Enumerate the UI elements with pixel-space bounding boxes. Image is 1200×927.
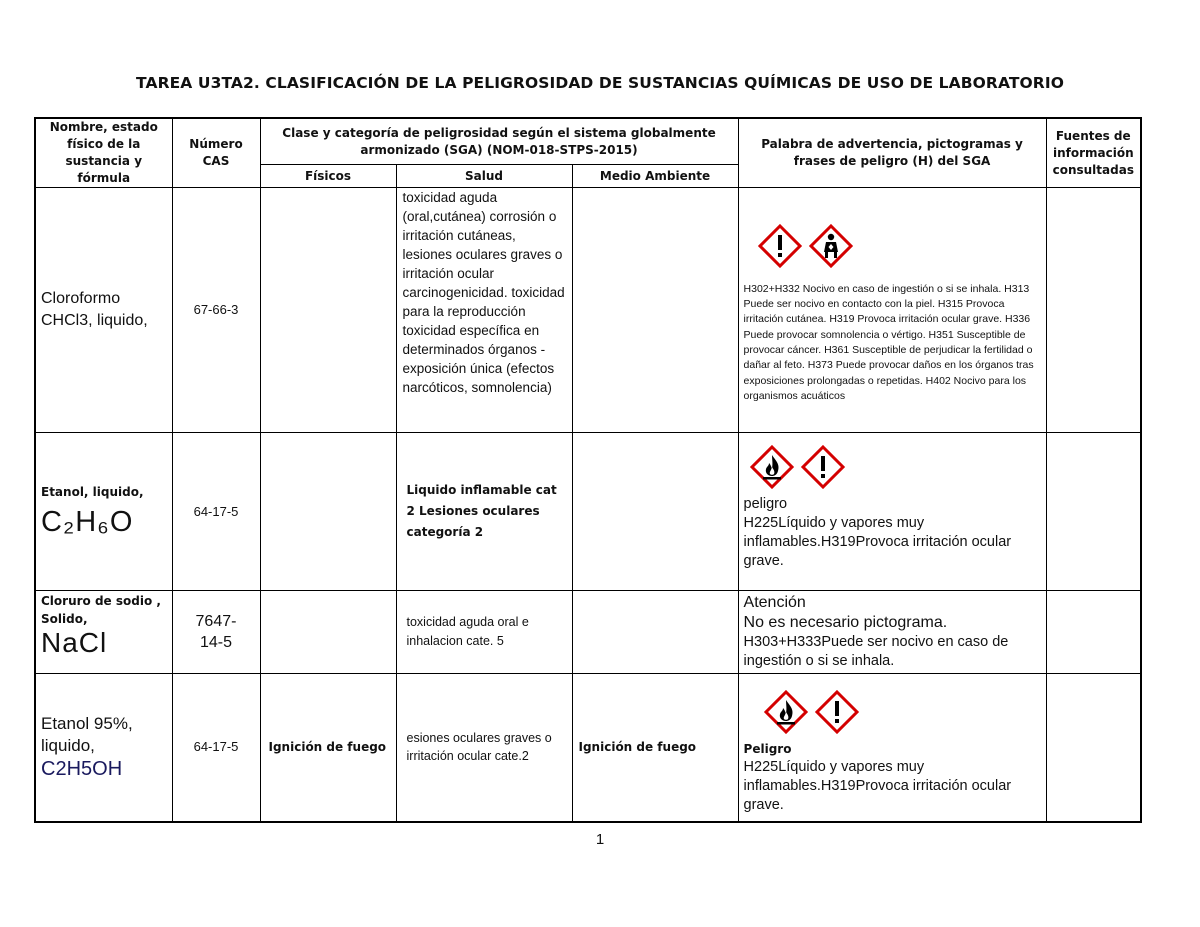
table-row — [35, 674, 1141, 822]
sources-cell — [1046, 674, 1141, 822]
sources-cell — [1046, 591, 1141, 674]
hazard-classification-table — [34, 117, 1142, 823]
physical-cell — [260, 433, 396, 591]
physical-cell — [260, 591, 396, 674]
health-cell: toxicidad aguda (oral,cutánea) corrosión o irritación cutáneas, lesiones oculares graves o irritación ocular carcinogenicidad. toxicidad para la reproducción toxicidad específica en determinados órganos - exposición única (efectos narcóticos, somnolencia) — [396, 188, 572, 433]
health-cell: toxicidad aguda oral e inhalacion cate. 5 — [396, 591, 572, 674]
signal-word: Peligro — [743, 742, 792, 756]
table-row — [35, 433, 1141, 591]
document-title: TAREA U3TA2. CLASIFICACIÓN DE LA PELIGROSIDAD DE SUSTANCIAS QUÍMICAS DE USO DE LABORATORIO — [136, 74, 1064, 92]
header-physical: Físicos — [260, 165, 396, 188]
substance-formula: CHCl3, liquido, — [41, 312, 148, 329]
flame-icon — [750, 445, 794, 489]
substance-name: Cloruro de sodio , Solido, — [41, 594, 161, 626]
substance-name: Etanol 95%, liquido, — [41, 714, 133, 756]
sources-cell — [1046, 433, 1141, 591]
header-environment: Medio Ambiente — [572, 165, 738, 188]
header-sources: Fuentes de información consultadas — [1046, 118, 1141, 188]
sources-cell — [1046, 188, 1141, 433]
signal-word: Atención — [743, 594, 806, 611]
hazard-statements: H303+H333Puede ser nocivo en caso de ingestión o si se inhala. — [743, 634, 1009, 669]
name-cell — [35, 674, 172, 822]
cas-cell: 67-66-3 — [172, 188, 260, 433]
cas-cell: 64-17-5 — [172, 433, 260, 591]
physical-cell — [260, 188, 396, 433]
environment-cell: Ignición de fuego — [572, 674, 738, 822]
environment-cell — [572, 591, 738, 674]
header-health: Salud — [396, 165, 572, 188]
page-number: 1 — [595, 831, 605, 848]
table-row — [35, 188, 1141, 433]
warning-cell — [738, 188, 1046, 433]
warning-cell — [738, 433, 1046, 591]
name-cell — [35, 591, 172, 674]
substance-name: Etanol, liquido, — [41, 484, 144, 499]
cas-cell: 7647-14-5 — [172, 591, 260, 674]
header-cas: Número CAS — [172, 118, 260, 188]
substance-formula: NaCl — [41, 627, 108, 658]
signal-word: peligro — [743, 496, 788, 512]
hazard-statements: H225Líquido y vapores muy inflamables.H319Provoca irritación ocular grave. — [743, 515, 1012, 569]
warning-cell — [738, 674, 1046, 822]
warning-cell — [738, 591, 1046, 674]
environment-cell — [572, 188, 738, 433]
flame-icon — [764, 690, 808, 734]
substance-formula: C₂H₆O — [41, 505, 134, 538]
exclamation-icon — [801, 445, 845, 489]
no-pictogram-note: No es necesario pictograma. — [743, 614, 948, 631]
health-cell: esiones oculares graves o irritación ocular cate.2 — [396, 674, 572, 822]
header-class-group: Clase y categoría de peligrosidad según el sistema globalmente armonizado (SGA) (NOM-018-STPS-2015) — [260, 118, 738, 165]
health-cell: Liquido inflamable cat 2 Lesiones oculares categoría 2 — [396, 433, 572, 591]
name-cell — [35, 433, 172, 591]
hazard-statements: H225Líquido y vapores muy inflamables.H319Provoca irritación ocular grave. — [743, 759, 1012, 813]
table-row — [35, 591, 1141, 674]
exclamation-icon — [815, 690, 859, 734]
name-cell — [35, 188, 172, 433]
hazard-statements: H302+H332 Nocivo en caso de ingestión o si se inhala. H313 Puede ser nocivo en contacto con la piel. H315 Provoca irritación cutánea. H319 Provoca irritación ocular grave. H336 Puede provocar somnolencia o vértigo. H351 Susceptible de provocar cáncer. H361 Susceptible de perjudicar la fertilidad o dañar al feto. H373 Puede provocar daños en los órganos tras exposiciones prolongadas o repetidas. H402 Nocivo para los organismos acuáticos — [743, 282, 1034, 402]
physical-cell: Ignición de fuego — [260, 674, 396, 822]
exclamation-icon — [758, 224, 802, 268]
header-warning: Palabra de advertencia, pictogramas y frases de peligro (H) del SGA — [738, 118, 1046, 188]
health-hazard-icon — [809, 224, 853, 268]
header-name: Nombre, estado físico de la sustancia y fórmula — [35, 118, 172, 188]
cas-cell: 64-17-5 — [172, 674, 260, 822]
environment-cell — [572, 433, 738, 591]
substance-name: Cloroformo — [41, 290, 121, 307]
substance-formula: C2H5OH — [41, 758, 123, 781]
